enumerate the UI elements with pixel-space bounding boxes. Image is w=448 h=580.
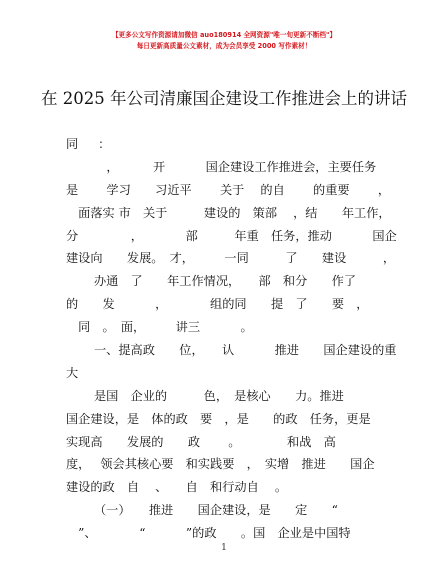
body-line: 建设的政 自 、 自 和行动自 。 [66,480,288,495]
banner-line-1: 【更多公文写作资源请加微信 auo180914 全网资源"唯一旬更新不断档"】 [111,31,337,39]
body-line: 办通 了 年工作情况， 部 和分 作了 [94,274,357,289]
body-line: 一、提高政 位， 认 推进 国企建设的重 [94,343,397,358]
body-line: 国企建设，是 体的政 要 ，是 的政 任务，更是 [66,411,371,426]
header-banner [0,30,448,52]
body-line: 大 [66,365,79,380]
document-title: 在 2025 年公司清廉国企建设工作推进会上的讲话 [41,89,407,108]
body-line: 是 学习 习近平 关于 的自 的重要 ， [66,182,391,197]
body-line: 面落实 市 关于 建设的 策部 ，结 年工作， [66,205,391,220]
body-line: 同 ： [66,137,111,151]
body-line: ”、 “ ”的政 。国 企业是中国特 [66,526,351,541]
body-line: 建设向 发展。 才， 一同 了 建设 ， [66,251,396,266]
banner-line-2: 每日更新高质量公文素材，成为会员享受 2000 写作素材！ [136,42,312,50]
body-line: （一） 推进 国企建设，是 定 “ [94,503,338,518]
body-line: 同 。 面， 讲三 。 [66,320,253,335]
body-line: 实现高 发展的 政 。 和战 高 [66,434,336,449]
body-line: 的 发 ， 组的同 提 了 要 ， [66,297,369,312]
document-body [66,133,397,545]
body-line: 分 ， 部 年重 任务，推动 国企 [66,228,397,243]
body-line: 是国 企业的 色， 是核心 力。推进 [94,388,344,403]
body-line: ， 开 国企建设工作推进会，主要任务 [66,159,377,174]
body-line: 度， 领会其核心要 和实践要 ， 实增 推进 国企 [66,457,375,472]
page-number: 1 [221,543,227,553]
